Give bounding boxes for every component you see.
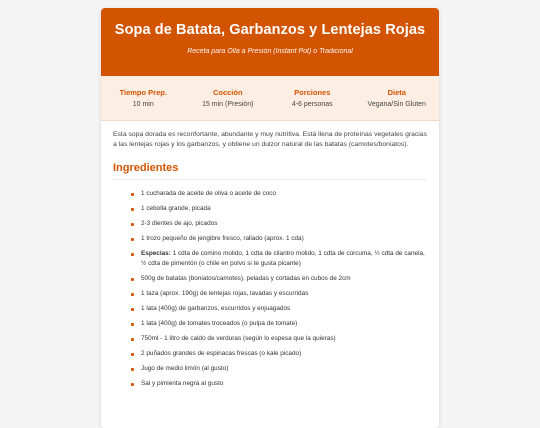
meta-value: 4-6 personas — [291, 101, 333, 108]
ingredient-item: 750ml - 1 litro de caldo de verduras (según lo espesa que la quieras) — [129, 331, 427, 346]
recipe-meta — [101, 76, 439, 121]
recipe-content — [101, 121, 439, 391]
spices-label: Especias: — [141, 250, 171, 257]
ingredient-item: 2 puñados grandes de espinacas frescas (o kale picado) — [129, 346, 427, 361]
ingredient-item: 500g de batatas (boniatos/camotes), peladas y cortadas en cubos de 2cm — [129, 271, 427, 286]
ingredients-list — [113, 186, 427, 391]
meta-value: Vegana/Sin Gluten — [367, 101, 426, 108]
ingredient-item: 1 lata (400g) de garbanzos, escurridos y enjuagados — [129, 301, 427, 316]
ingredient-item: 1 cebolla grande, picada — [129, 201, 427, 216]
ingredient-item: Sal y pimienta negra al gusto — [129, 376, 427, 391]
ingredient-item: 1 trozo pequeño de jengibre fresco, rallado (aprox. 1 cda) — [129, 231, 427, 246]
ingredient-item: 1 lata (400g) de tomates troceados (o pulpa de tomate) — [129, 316, 427, 331]
meta-label: Cocción — [212, 88, 243, 97]
ingredients-heading: Ingredientes — [113, 162, 427, 180]
spices-text: 1 cdta de comino molido, 1 cdta de cilantro molido, 1 cdta de cúrcuma, ½ cdta de canela, ½ cdta de pimentón (o chile en polvo si te gusta picante) — [141, 250, 425, 267]
recipe-subtitle: Receta para Olla a Presión (Instant Pot) o Tradicional — [187, 48, 353, 55]
ingredient-item: Jugo de medio limón (al gusto) — [129, 361, 427, 376]
meta-label: Tiempo Prep. — [119, 88, 167, 97]
meta-cook-time — [188, 88, 268, 108]
meta-label: Dieta — [387, 88, 406, 97]
ingredient-item: 2-3 dientes de ajo, picados — [129, 216, 427, 231]
meta-value: 15 min (Presión) — [202, 101, 254, 108]
recipe-card — [101, 8, 439, 428]
ingredient-item-spices — [129, 246, 427, 271]
recipe-header — [101, 8, 439, 76]
recipe-intro: Esta sopa dorada es reconfortante, abundante y muy nutritiva. Está llena de proteínas vegetales gracias a las lentejas rojas y los garbanzos, y obtiene un dulzor natural de las batatas (camotes/boniatos). — [113, 131, 427, 148]
ingredient-item: 1 taza (aprox. 190g) de lentejas rojas, lavadas y escurridas — [129, 286, 427, 301]
ingredient-item: 1 cucharada de aceite de oliva o aceite de coco — [129, 186, 427, 201]
meta-diet — [357, 88, 437, 108]
meta-label: Porciones — [294, 88, 331, 97]
meta-prep-time — [103, 88, 183, 108]
meta-value: 10 min — [132, 101, 154, 108]
recipe-title: Sopa de Batata, Garbanzos y Lentejas Rojas — [114, 22, 426, 38]
meta-servings — [272, 88, 352, 108]
